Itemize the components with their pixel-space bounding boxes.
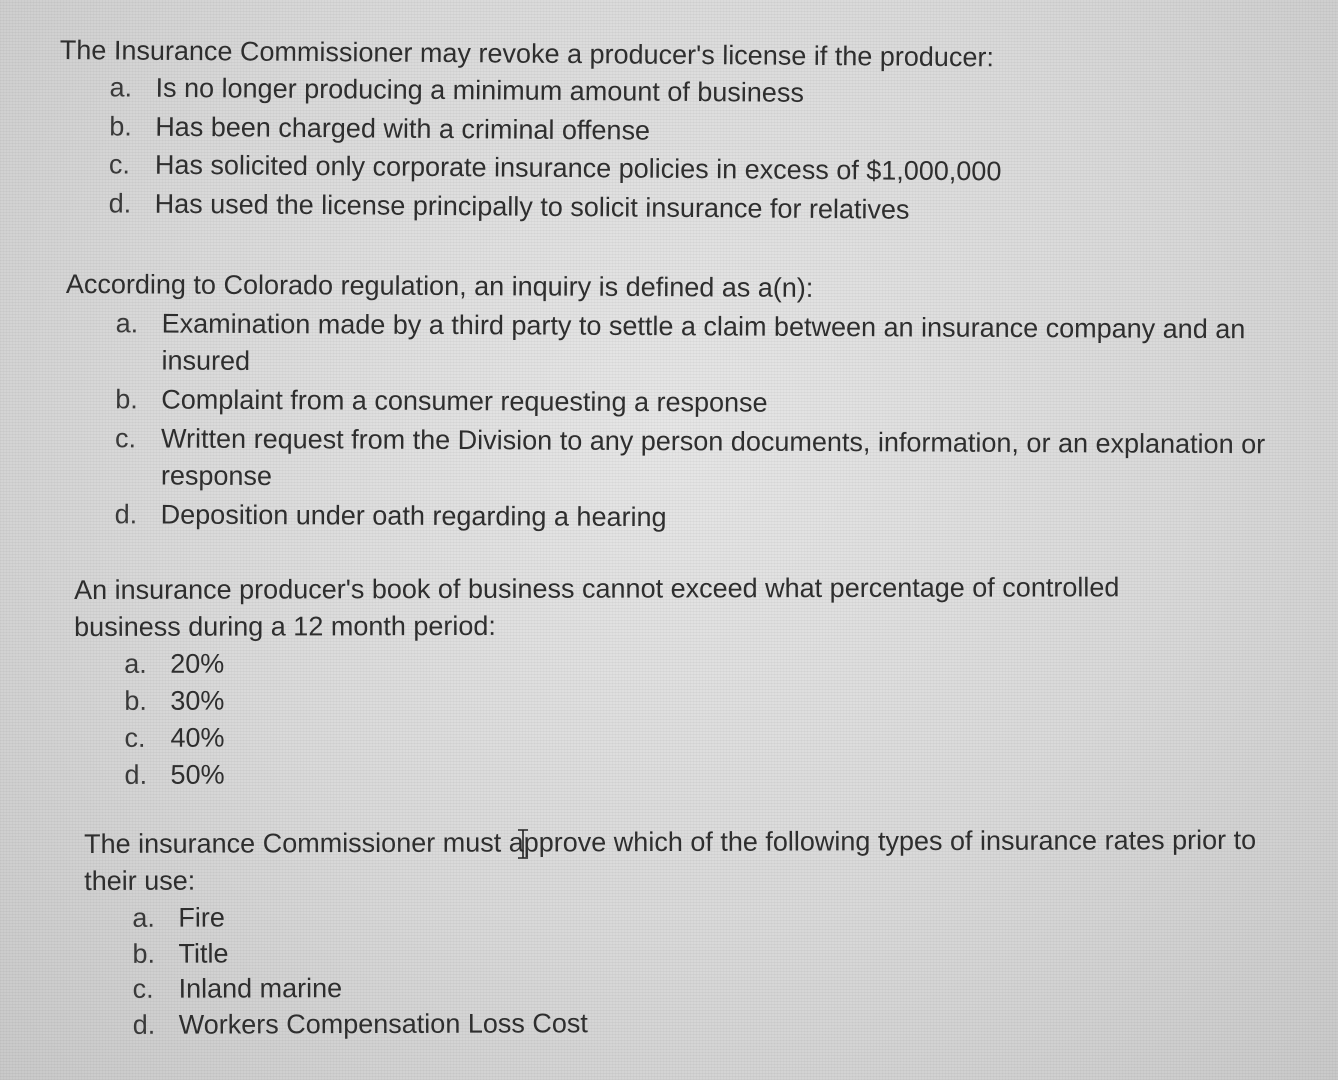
option-text: 40%	[170, 722, 225, 753]
answer-options	[108, 69, 1159, 231]
question-stem: An insurance producer's book of business cannot exceed what percentage of controlled business during a 12 month period:	[74, 572, 1120, 642]
answer-option-b	[124, 680, 1194, 720]
answer-option-d	[124, 754, 1194, 794]
option-text: Has used the license principally to solicit insurance for relatives	[154, 188, 910, 225]
option-letter: b.	[115, 384, 138, 415]
question-3	[74, 569, 1195, 794]
answer-option-a	[115, 305, 1295, 385]
option-text: Fire	[178, 902, 225, 933]
option-letter: a.	[124, 648, 147, 679]
option-letter: b.	[109, 110, 132, 142]
answer-option-c	[133, 967, 1275, 1006]
option-text: Complaint from a consumer requesting a response	[161, 384, 768, 418]
option-text: Has been charged with a criminal offense	[155, 111, 651, 146]
option-letter: c.	[115, 423, 137, 454]
option-letter: d.	[132, 1009, 156, 1040]
option-letter: d.	[124, 759, 148, 790]
option-text: Title	[178, 937, 229, 969]
question-stem: The Insurance Commissioner may revoke a producer's license if the producer:	[59, 34, 995, 73]
option-letter: c.	[132, 973, 154, 1004]
answer-option-c	[124, 717, 1194, 757]
option-text: Has solicited only corporate insurance policies in excess of $1,000,000	[154, 149, 1002, 187]
option-letter: d.	[108, 187, 132, 219]
answer-option-b	[132, 931, 1274, 970]
answer-option-d	[133, 1002, 1275, 1041]
answer-option-a	[132, 896, 1274, 935]
option-text: 20%	[170, 648, 225, 679]
answer-options	[124, 643, 1194, 794]
question-stem: According to Colorado regulation, an inquiry is defined as a(n):	[65, 268, 814, 303]
option-letter: a.	[132, 902, 155, 933]
answer-options	[132, 896, 1274, 1042]
option-text: Deposition under oath regarding a hearing	[160, 499, 667, 533]
option-letter: a.	[115, 308, 139, 339]
option-letter: d.	[114, 499, 138, 530]
option-text: Inland marine	[178, 973, 343, 1004]
option-text: Written request from the Division to any person documents, information, or an explanation or response	[160, 423, 1266, 492]
text-cursor-icon	[516, 829, 530, 859]
answer-options	[115, 305, 1296, 539]
question-4	[84, 822, 1275, 1042]
option-text: 50%	[170, 759, 225, 790]
question-stem: The insurance Commissioner must approve which of the following types of insurance rates prior to their use:	[84, 824, 1257, 896]
option-letter: c.	[108, 149, 131, 180]
option-text: Workers Compensation Loss Cost	[178, 1007, 588, 1040]
option-letter: a.	[109, 72, 133, 103]
question-2	[65, 266, 1296, 541]
answer-option-d	[115, 496, 1295, 539]
option-text: Examination made by a third party to settle a claim between an insurance company and an insured	[161, 308, 1246, 376]
option-letter: c.	[124, 722, 146, 753]
option-text: Is no longer producing a minimum amount of business	[155, 72, 805, 108]
answer-option-b	[115, 381, 1295, 424]
question-1	[58, 32, 1159, 232]
option-letter: b.	[132, 938, 156, 969]
option-text: 30%	[170, 685, 225, 716]
answer-option-d	[108, 185, 1158, 232]
option-letter: b.	[124, 685, 147, 716]
answer-option-c	[115, 420, 1295, 500]
answer-option-a	[124, 643, 1194, 683]
